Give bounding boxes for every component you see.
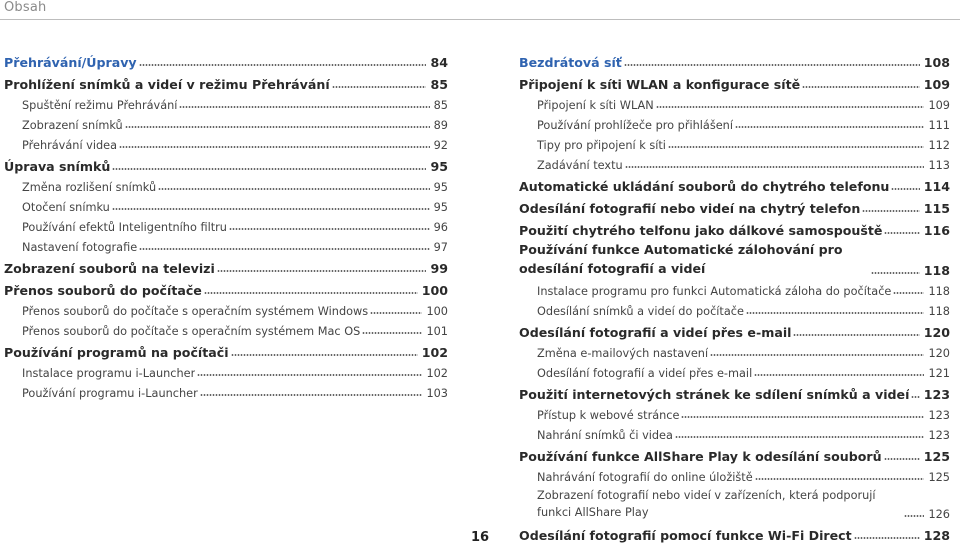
toc-entry-title: Tipy pro připojení k síti <box>537 139 666 152</box>
dot-leader <box>119 146 430 148</box>
dot-leader <box>675 436 925 438</box>
toc-entry-page-number: 111 <box>928 119 950 132</box>
toc-section-entry[interactable] <box>519 48 950 70</box>
dot-leader <box>362 332 422 334</box>
dot-leader <box>158 188 429 190</box>
toc-entry-page-number: 121 <box>928 367 950 380</box>
toc-entry-page-number: 100 <box>426 305 448 318</box>
toc-section-entry[interactable] <box>519 172 950 194</box>
dot-leader <box>802 86 920 88</box>
toc-section-entry[interactable] <box>519 380 950 402</box>
dot-leader <box>668 146 924 148</box>
toc-entry-page-number: 102 <box>421 345 448 360</box>
dot-leader <box>884 232 919 234</box>
toc-subsection-entry[interactable] <box>519 132 950 152</box>
dot-leader <box>911 396 919 398</box>
toc-entry-title: Změna e-mailových nastavení <box>537 347 709 360</box>
dot-leader <box>710 354 924 356</box>
dot-leader <box>624 64 920 66</box>
toc-entry-title: Otočení snímku <box>22 201 110 214</box>
toc-right-column <box>519 48 950 543</box>
header-divider <box>0 19 960 20</box>
toc-entry-title: Nahrávání fotografií do online úložiště <box>537 471 753 484</box>
toc-entry-page-number: 96 <box>433 221 448 234</box>
toc-entry-title: Automatické ukládání souborů do chytrého telefonu <box>519 179 890 194</box>
toc-entry-page-number: 123 <box>923 387 950 402</box>
toc-subsection-entry[interactable] <box>519 278 950 298</box>
dot-leader <box>200 394 423 396</box>
toc-entry-title: Prohlížení snímků a videí v režimu Přehrávání <box>4 77 330 92</box>
page-header-title: Obsah <box>4 0 47 15</box>
toc-entry-page-number: 116 <box>923 223 950 238</box>
toc-entry-title: Odesílání fotografií a videí přes e-mail <box>537 367 753 380</box>
toc-entry-page-number: 125 <box>923 449 950 464</box>
dot-leader <box>735 126 924 128</box>
toc-entry-page-number: 85 <box>430 77 448 92</box>
toc-subsection-entry[interactable] <box>519 464 950 484</box>
toc-entry-page-number: 112 <box>928 139 950 152</box>
toc-section-entry[interactable] <box>519 194 950 216</box>
dot-leader <box>884 458 920 460</box>
toc-subsection-entry[interactable] <box>4 298 448 318</box>
toc-entry-title: Spuštění režimu Přehrávání <box>22 99 178 112</box>
toc-subsection-entry[interactable] <box>519 92 950 112</box>
dot-leader <box>746 312 925 314</box>
toc-section-entry[interactable] <box>4 152 448 174</box>
toc-entry-page-number: 99 <box>430 261 448 276</box>
toc-section-entry[interactable] <box>519 216 950 238</box>
dot-leader <box>904 515 924 517</box>
toc-entry-title: Přístup k webové stránce <box>537 409 680 422</box>
toc-section-entry[interactable] <box>4 254 448 276</box>
toc-entry-page-number: 95 <box>430 159 448 174</box>
toc-section-entry[interactable] <box>519 238 950 278</box>
toc-entry-title: Odesílání snímků a videí do počítače <box>537 305 744 318</box>
toc-entry-page-number: 89 <box>433 119 448 132</box>
toc-entry-title: Zobrazení snímků <box>22 119 123 132</box>
toc-entry-page-number: 97 <box>433 241 448 254</box>
toc-section-entry[interactable] <box>4 276 448 298</box>
toc-entry-title: Používání prohlížeče pro přihlášení <box>537 119 733 132</box>
toc-subsection-entry[interactable] <box>4 360 448 380</box>
toc-subsection-entry[interactable] <box>519 402 950 422</box>
toc-entry-title: Odesílání fotografií nebo videí na chytrý telefon <box>519 201 861 216</box>
dot-leader <box>231 354 418 356</box>
toc-subsection-entry[interactable] <box>519 152 950 172</box>
toc-subsection-entry[interactable] <box>519 298 950 318</box>
toc-entry-page-number: 123 <box>928 429 950 442</box>
toc-entry-title: Používání efektů Inteligentního filtru <box>22 221 227 234</box>
dot-leader <box>125 126 430 128</box>
toc-entry-page-number: 113 <box>928 159 950 172</box>
toc-entry-title: Instalace programu i-Launcher <box>22 367 196 380</box>
toc-subsection-entry[interactable] <box>4 92 448 112</box>
toc-entry-title: Odesílání fotografií pomocí funkce Wi-Fi Direct <box>519 528 852 543</box>
toc-entry-page-number: 118 <box>928 305 950 318</box>
dot-leader <box>197 374 422 376</box>
toc-entry-page-number: 109 <box>928 99 950 112</box>
toc-entry-page-number: 100 <box>421 283 448 298</box>
toc-subsection-entry[interactable] <box>4 112 448 132</box>
dot-leader <box>625 166 925 168</box>
toc-entry-title: Používání programu i-Launcher <box>22 387 198 400</box>
dot-leader <box>754 374 924 376</box>
toc-entry-page-number: 85 <box>433 99 448 112</box>
toc-entry-title: Zobrazení fotografií nebo videí v zařízeních, která podporují funkci AllShare Play <box>537 489 876 519</box>
toc-entry-page-number: 101 <box>426 325 448 338</box>
toc-entry-title: Používání programů na počítači <box>4 345 229 360</box>
toc-entry-title: Používání funkce Automatické zálohování pro odesílání fotografií a videí <box>519 242 843 276</box>
toc-entry-title: Přehrávání/Úpravy <box>4 55 137 70</box>
toc-subsection-entry[interactable] <box>4 132 448 152</box>
toc-entry-title: Zadávání textu <box>537 159 623 172</box>
toc-subsection-entry[interactable] <box>4 318 448 338</box>
dot-leader <box>112 208 430 210</box>
dot-leader <box>204 292 418 294</box>
toc-entry-title: Přenos souborů do počítače s operačním systémem Mac OS <box>22 325 361 338</box>
toc-section-entry[interactable] <box>4 338 448 360</box>
toc-entry-page-number: 120 <box>928 347 950 360</box>
dot-leader <box>893 292 924 294</box>
toc-entry-title: Zobrazení souborů na televizi <box>4 261 215 276</box>
dot-leader <box>217 270 427 272</box>
toc-entry-page-number: 118 <box>923 263 950 278</box>
toc-entry-title: Odesílání fotografií a videí přes e-mail <box>519 325 792 340</box>
toc-entry-page-number: 115 <box>923 201 950 216</box>
toc-entry-page-number: 95 <box>433 201 448 214</box>
toc-entry-page-number: 128 <box>923 528 950 543</box>
toc-entry-title: Připojení k síti WLAN a konfigurace sítě <box>519 77 801 92</box>
toc-entry-title: Bezdrátová síť <box>519 55 622 70</box>
dot-leader <box>139 248 429 250</box>
dot-leader <box>229 228 430 230</box>
toc-entry-title: Použití internetových stránek ke sdílení snímků a videí <box>519 387 910 402</box>
toc-entry-title: Připojení k síti WLAN <box>537 99 654 112</box>
toc-subsection-entry[interactable] <box>4 214 448 234</box>
dot-leader <box>332 86 427 88</box>
dot-leader <box>656 106 925 108</box>
dot-leader <box>793 334 919 336</box>
toc-subsection-entry[interactable] <box>4 194 448 214</box>
dot-leader <box>370 312 422 314</box>
toc-section-entry[interactable] <box>4 48 448 70</box>
toc-entry-title: Použití chytrého telfonu jako dálkové samospouště <box>519 223 883 238</box>
toc-entry-page-number: 114 <box>923 179 950 194</box>
toc-subsection-entry[interactable] <box>519 112 950 132</box>
toc-entry-title: Instalace programu pro funkci Automatická záloha do počítače <box>537 285 892 298</box>
toc-entry-title: Přenos souborů do počítače s operačním systémem Windows <box>22 305 369 318</box>
toc-entry-title: Změna rozlišení snímků <box>22 181 157 194</box>
dot-leader <box>862 210 919 212</box>
dot-leader <box>139 64 427 66</box>
toc-entry-page-number: 125 <box>928 471 950 484</box>
toc-entry-page-number: 95 <box>433 181 448 194</box>
toc-subsection-entry[interactable] <box>4 234 448 254</box>
toc-entry-title: Úprava snímků <box>4 159 111 174</box>
toc-entry-title: Nahrání snímků či videa <box>537 429 673 442</box>
toc-section-entry[interactable] <box>519 318 950 340</box>
toc-entry-page-number: 103 <box>426 387 448 400</box>
toc-entry-page-number: 108 <box>923 55 950 70</box>
toc-subsection-entry[interactable] <box>519 422 950 442</box>
dot-leader <box>179 106 429 108</box>
toc-entry-page-number: 118 <box>928 285 950 298</box>
toc-entry-page-number: 109 <box>923 77 950 92</box>
toc-entry-title: Nastavení fotografie <box>22 241 138 254</box>
toc-entry-title: Přehrávání videa <box>22 139 118 152</box>
toc-subsection-entry[interactable] <box>519 484 950 521</box>
toc-entry-page-number: 123 <box>928 409 950 422</box>
toc-entry-page-number: 102 <box>426 367 448 380</box>
toc-subsection-entry[interactable] <box>4 174 448 194</box>
toc-entry-title: Přenos souborů do počítače <box>4 283 202 298</box>
toc-section-entry[interactable] <box>519 70 950 92</box>
toc-entry-page-number: 120 <box>923 325 950 340</box>
toc-section-entry[interactable] <box>4 70 448 92</box>
toc-section-entry[interactable] <box>519 442 950 464</box>
toc-entry-title: Používání funkce AllShare Play k odesílání souborů <box>519 449 882 464</box>
toc-subsection-entry[interactable] <box>4 380 448 400</box>
dot-leader <box>112 168 426 170</box>
toc-subsection-entry[interactable] <box>519 340 950 360</box>
toc-entry-page-number: 92 <box>433 139 448 152</box>
toc-subsection-entry[interactable] <box>519 360 950 380</box>
page-number: 16 <box>470 530 490 545</box>
dot-leader <box>891 188 919 190</box>
toc-entry-page-number: 84 <box>430 55 448 70</box>
dot-leader <box>871 272 920 274</box>
dot-leader <box>681 416 924 418</box>
dot-leader <box>755 478 925 480</box>
toc-entry-page-number: 126 <box>928 508 950 521</box>
toc-left-column <box>4 48 448 400</box>
